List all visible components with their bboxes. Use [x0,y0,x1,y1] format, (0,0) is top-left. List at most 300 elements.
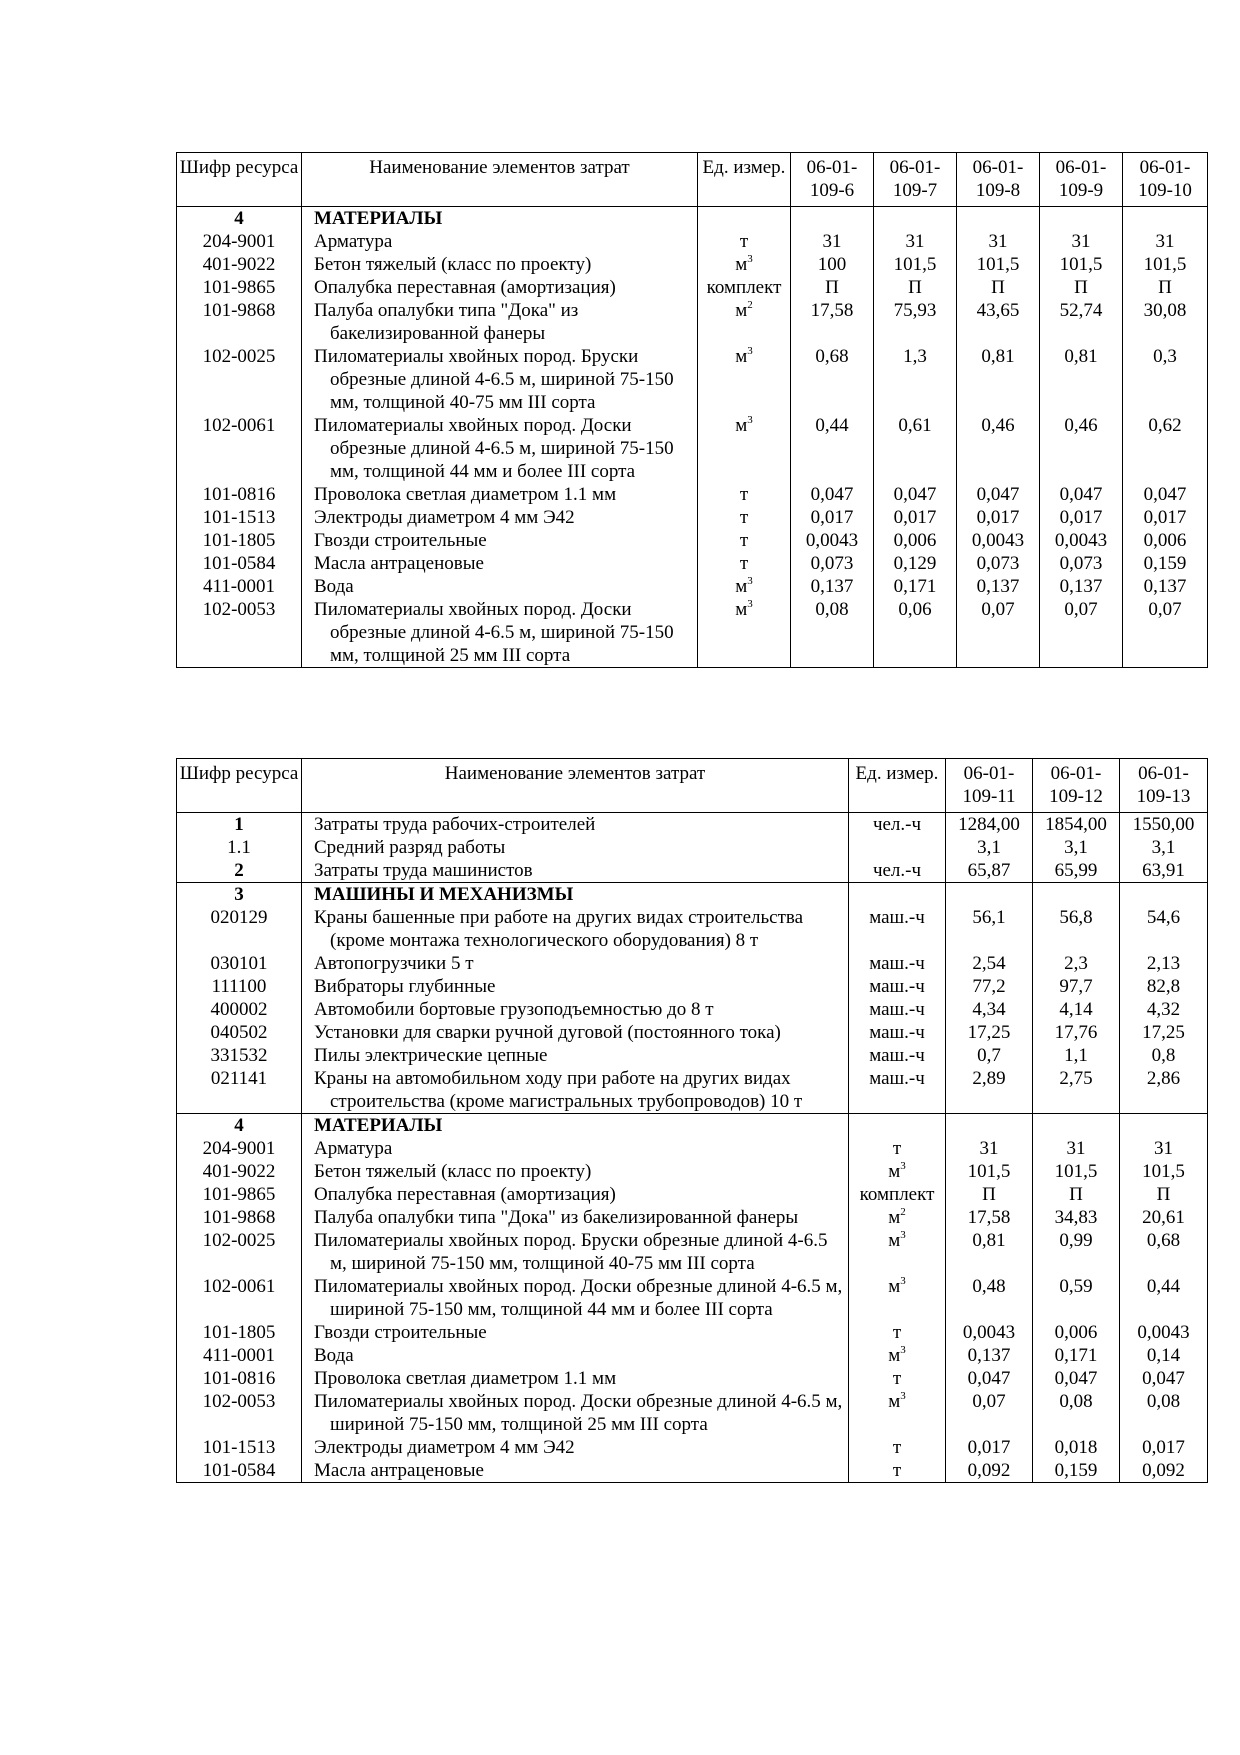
value-cell: 3,1 [946,836,1033,859]
unit-cell [849,1206,946,1229]
resource-name-cell [302,598,698,668]
resource-name-cell [302,1367,849,1390]
resource-code: 102-0053 [177,598,302,668]
value-cell: 0,047 [946,1367,1033,1390]
resource-name: Бетон тяжелый (класс по проекту) [314,1161,592,1182]
value-cell: 0,44 [1120,1275,1208,1321]
value-cell: 101,5 [957,253,1040,276]
table-row [177,975,1208,998]
resource-code: 331532 [177,1044,302,1067]
table-row [177,883,1208,907]
value-cell: 31 [1033,1137,1120,1160]
value-cell [1123,207,1208,231]
value-cell: 17,25 [1120,1021,1208,1044]
value-cell: 0,46 [1040,414,1123,483]
value-cell: 0,047 [1120,1367,1208,1390]
resource-name: Пиломатериалы хвойных пород. Доски обрезные длиной 4-6.5 м, шириной 75-150 мм, толщиной 44 мм и более III сорта [314,415,674,482]
value-cell [1040,207,1123,231]
unit-cell [849,883,946,907]
resource-code: 400002 [177,998,302,1021]
unit-cell [698,207,791,231]
resource-code: 411-0001 [177,575,302,598]
value-cell: 0,81 [1040,345,1123,414]
resource-code: 401-9022 [177,1160,302,1183]
unit-cell [849,1229,946,1275]
table-body [177,207,1208,668]
table-row [177,836,1208,859]
value-cell: 0,171 [874,575,957,598]
resource-code: 101-9865 [177,276,302,299]
value-cell: 17,25 [946,1021,1033,1044]
resource-name-cell [302,813,849,837]
unit: т [892,1322,902,1343]
header-unit: Ед. измер. [849,759,946,813]
table-row [177,1021,1208,1044]
unit-cell [849,836,946,859]
value-cell: П [874,276,957,299]
value-cell: 1,1 [1033,1044,1120,1067]
value-cell: 17,76 [1033,1021,1120,1044]
value-cell: 75,93 [874,299,957,345]
unit: м [888,1161,901,1182]
resource-name: Масла антраценовые [314,553,484,574]
resource-name: Опалубка переставная (амортизация) [314,277,616,298]
value-cell: 0,68 [1120,1229,1208,1275]
value-cell: 0,0043 [791,529,874,552]
header-col: 06-01-109-9 [1040,153,1123,207]
resource-name-cell [302,253,698,276]
resource-name: Краны на автомобильном ходу при работе на других видах строительства (кроме магистральных трубопроводов) 10 т [314,1068,803,1112]
value-cell: 56,1 [946,906,1033,952]
table-row [177,1206,1208,1229]
unit-cell [849,1114,946,1138]
resource-code: 040502 [177,1021,302,1044]
resource-name-cell [302,276,698,299]
resource-name-cell [302,1436,849,1459]
value-cell: 1550,00 [1120,813,1208,837]
header-col: 06-01-109-11 [946,759,1033,813]
header-code: Шифр ресурса [177,153,302,207]
resource-name: Средний разряд работы [314,837,506,858]
value-cell: 0,159 [1033,1459,1120,1483]
resource-name-cell [302,529,698,552]
value-cell: П [1120,1183,1208,1206]
resource-name-cell [302,883,849,907]
table-row [177,253,1208,276]
resource-name-cell [302,1183,849,1206]
unit-cell [698,276,791,299]
table-row [177,1390,1208,1436]
resource-name-cell [302,345,698,414]
resource-name: Пиломатериалы хвойных пород. Бруски обрезные длиной 4-6.5 м, шириной 75-150 мм, толщиной 40-75 мм III сорта [314,1230,828,1274]
resource-name-cell [302,1459,849,1483]
unit-cell [698,575,791,598]
unit: м [888,1345,901,1366]
unit: комплект [859,1184,935,1205]
value-cell: 0,006 [1123,529,1208,552]
unit-exponent: 3 [747,253,753,265]
resource-name-cell [302,1390,849,1436]
value-cell [1033,883,1120,907]
value-cell: 0,06 [874,598,957,668]
unit: маш.-ч [869,907,925,928]
value-cell [946,883,1033,907]
value-cell: 101,5 [1040,253,1123,276]
header-col: 06-01-109-8 [957,153,1040,207]
table-row [177,1367,1208,1390]
header-col: 06-01-109-10 [1123,153,1208,207]
value-cell: 34,83 [1033,1206,1120,1229]
resource-name-cell [302,1275,849,1321]
unit-cell [698,414,791,483]
resource-name: МАШИНЫ И МЕХАНИЗМЫ [314,884,574,905]
value-cell: 0,07 [946,1390,1033,1436]
resource-name-cell [302,1044,849,1067]
value-cell: 2,13 [1120,952,1208,975]
resource-name-cell [302,952,849,975]
unit-exponent: 2 [747,299,753,311]
unit-cell [849,952,946,975]
table-row [177,207,1208,231]
resource-table-2 [176,758,1208,1483]
unit-exponent: 2 [900,1206,906,1218]
resource-name: Пиломатериалы хвойных пород. Доски обрезные длиной 4-6.5 м, шириной 75-150 мм, толщиной 44 мм и более III сорта [314,1276,843,1320]
unit: т [892,1368,902,1389]
table-row [177,859,1208,883]
unit: т [739,553,749,574]
value-cell: 0,047 [1123,483,1208,506]
unit-exponent: 3 [900,1160,906,1172]
value-cell: 0,137 [957,575,1040,598]
resource-table-1 [176,152,1208,668]
unit-cell [849,1044,946,1067]
resource-name-cell [302,1229,849,1275]
value-cell: 101,5 [946,1160,1033,1183]
unit: маш.-ч [869,953,925,974]
resource-code: 4 [177,1114,302,1138]
resource-name-cell [302,552,698,575]
value-cell: П [1040,276,1123,299]
resource-code: 101-9868 [177,299,302,345]
unit-cell [849,975,946,998]
unit-cell [849,1321,946,1344]
table-row [177,414,1208,483]
unit: т [892,1437,902,1458]
resource-name-cell [302,1206,849,1229]
value-cell: 31 [957,230,1040,253]
value-cell [1120,1114,1208,1138]
value-cell: 0,017 [1040,506,1123,529]
resource-code: 101-9865 [177,1183,302,1206]
header-code: Шифр ресурса [177,759,302,813]
resource-name: Автопогрузчики 5 т [314,953,474,974]
value-cell: 101,5 [1120,1160,1208,1183]
resource-code: 020129 [177,906,302,952]
resource-code: 102-0053 [177,1390,302,1436]
resource-code: 102-0025 [177,345,302,414]
value-cell: 0,018 [1033,1436,1120,1459]
value-cell: 0,68 [791,345,874,414]
resource-code: 101-1805 [177,1321,302,1344]
value-cell: 100 [791,253,874,276]
unit: м [888,1207,901,1228]
value-cell: П [1123,276,1208,299]
value-cell: 3,1 [1120,836,1208,859]
table-row [177,230,1208,253]
table-row [177,1160,1208,1183]
value-cell [791,207,874,231]
value-cell: 0,81 [946,1229,1033,1275]
unit-cell [849,1160,946,1183]
unit-exponent: 3 [900,1229,906,1241]
value-cell: 0,08 [791,598,874,668]
resource-name: МАТЕРИАЛЫ [314,208,443,229]
unit: м [888,1230,901,1251]
unit: т [892,1138,902,1159]
value-cell: 0,073 [957,552,1040,575]
unit-cell [698,529,791,552]
unit: м [735,415,748,436]
resource-name: Масла антраценовые [314,1460,484,1481]
unit: м [888,1391,901,1412]
table-row [177,345,1208,414]
unit: т [739,231,749,252]
unit: маш.-ч [869,976,925,997]
resource-name: Проволока светлая диаметром 1.1 мм [314,1368,617,1389]
unit-cell [698,230,791,253]
unit-cell [849,1367,946,1390]
unit-cell [698,345,791,414]
value-cell [1120,883,1208,907]
resource-name-cell [302,1021,849,1044]
unit-cell [698,253,791,276]
value-cell: 0,171 [1033,1344,1120,1367]
value-cell: 17,58 [946,1206,1033,1229]
resource-name: Вибраторы глубинные [314,976,496,997]
resource-name: Пиломатериалы хвойных пород. Бруски обрезные длиной 4-6.5 м, шириной 75-150 мм, толщиной 40-75 мм III сорта [314,346,674,413]
unit-exponent: 3 [900,1390,906,1402]
table-row [177,1321,1208,1344]
resource-code: 2 [177,859,302,883]
value-cell: 0,092 [946,1459,1033,1483]
unit: т [739,530,749,551]
unit: маш.-ч [869,1045,925,1066]
unit-exponent: 3 [900,1275,906,1287]
resource-name-cell [302,575,698,598]
value-cell [957,207,1040,231]
resource-code: 1 [177,813,302,837]
resource-name: Пилы электрические цепные [314,1045,548,1066]
value-cell: 0,0043 [1120,1321,1208,1344]
resource-name-cell [302,299,698,345]
value-cell: 0,99 [1033,1229,1120,1275]
value-cell: 2,54 [946,952,1033,975]
value-cell [874,207,957,231]
unit: м [735,254,748,275]
unit-cell [698,552,791,575]
unit: маш.-ч [869,1022,925,1043]
value-cell: П [791,276,874,299]
header-col: 06-01-109-6 [791,153,874,207]
resource-name: Вода [314,1345,354,1366]
unit-cell [849,859,946,883]
value-cell: 0,137 [1123,575,1208,598]
resource-code: 101-1805 [177,529,302,552]
value-cell: 0,137 [1040,575,1123,598]
value-cell: П [1033,1183,1120,1206]
value-cell: 0,0043 [957,529,1040,552]
resource-code: 401-9022 [177,253,302,276]
resource-name-cell [302,836,849,859]
table-row [177,952,1208,975]
value-cell: 0,017 [1120,1436,1208,1459]
value-cell: 0,092 [1120,1459,1208,1483]
value-cell: 0,129 [874,552,957,575]
value-cell: 30,08 [1123,299,1208,345]
table-row [177,1229,1208,1275]
unit: чел.-ч [872,860,922,881]
resource-code: 4 [177,207,302,231]
resource-code: 102-0025 [177,1229,302,1275]
table-header-row [177,759,1208,813]
unit: м [888,1276,901,1297]
value-cell: 0,047 [874,483,957,506]
value-cell: 43,65 [957,299,1040,345]
resource-name: Палуба опалубки типа "Дока" из бакелизированной фанеры [314,1207,799,1228]
resource-name-cell [302,1137,849,1160]
unit-cell [849,1137,946,1160]
table-row [177,506,1208,529]
value-cell: 65,87 [946,859,1033,883]
value-cell: 0,8 [1120,1044,1208,1067]
value-cell: 0,07 [1123,598,1208,668]
resource-code: 101-1513 [177,1436,302,1459]
resource-name: Затраты труда рабочих-строителей [314,814,596,835]
value-cell: 0,3 [1123,345,1208,414]
unit-cell [849,813,946,837]
resource-name: Краны башенные при работе на других видах строительства (кроме монтажа технологического оборудования) 8 т [314,907,804,951]
value-cell: 31 [1120,1137,1208,1160]
resource-name-cell [302,998,849,1021]
table-header-row [177,153,1208,207]
unit-cell [849,1183,946,1206]
value-cell: 1284,00 [946,813,1033,837]
unit-cell [698,483,791,506]
resource-name: Бетон тяжелый (класс по проекту) [314,254,592,275]
unit: м [735,346,748,367]
resource-code: 1.1 [177,836,302,859]
unit-cell [849,1390,946,1436]
resource-name-cell [302,975,849,998]
unit: чел.-ч [872,814,922,835]
value-cell: 0,08 [1120,1390,1208,1436]
value-cell: 0,59 [1033,1275,1120,1321]
value-cell: 0,44 [791,414,874,483]
resource-code: 021141 [177,1067,302,1114]
unit-exponent: 3 [747,414,753,426]
value-cell: 0,047 [1033,1367,1120,1390]
value-cell: 4,32 [1120,998,1208,1021]
value-cell: 63,91 [1120,859,1208,883]
unit-cell [849,1459,946,1483]
resource-name-cell [302,483,698,506]
resource-name: Электроды диаметром 4 мм Э42 [314,1437,575,1458]
table-row [177,299,1208,345]
unit: м [735,300,748,321]
header-name: Наименование элементов затрат [302,153,698,207]
unit-exponent: 3 [747,575,753,587]
value-cell: 0,14 [1120,1344,1208,1367]
resource-name-cell [302,1114,849,1138]
table-row [177,575,1208,598]
value-cell: 0,07 [957,598,1040,668]
value-cell: 17,58 [791,299,874,345]
header-col: 06-01-109-7 [874,153,957,207]
value-cell: 0,047 [1040,483,1123,506]
unit-cell [698,598,791,668]
value-cell: 31 [874,230,957,253]
table-row [177,1114,1208,1138]
unit-cell [698,299,791,345]
value-cell: 0,08 [1033,1390,1120,1436]
value-cell: 0,137 [946,1344,1033,1367]
resource-name-cell [302,207,698,231]
value-cell: 0,006 [1033,1321,1120,1344]
value-cell: 0,07 [1040,598,1123,668]
value-cell: 54,6 [1120,906,1208,952]
resource-name-cell [302,859,849,883]
header-name: Наименование элементов затрат [302,759,849,813]
unit: т [739,484,749,505]
resource-code: 101-0584 [177,552,302,575]
resource-code: 102-0061 [177,1275,302,1321]
table-row [177,1275,1208,1321]
resource-name: Пиломатериалы хвойных пород. Доски обрезные длиной 4-6.5 м, шириной 75-150 мм, толщиной 25 мм III сорта [314,599,674,666]
value-cell: 31 [791,230,874,253]
unit-cell [849,906,946,952]
value-cell: 31 [1040,230,1123,253]
value-cell: 101,5 [1033,1160,1120,1183]
unit: маш.-ч [869,1068,925,1089]
table-row [177,1459,1208,1483]
unit: маш.-ч [869,999,925,1020]
table-row [177,1044,1208,1067]
value-cell: 0,017 [946,1436,1033,1459]
value-cell: 2,89 [946,1067,1033,1114]
table-row [177,529,1208,552]
resource-code: 204-9001 [177,230,302,253]
unit-cell [849,1021,946,1044]
unit-exponent: 3 [747,345,753,357]
resource-code: 101-9868 [177,1206,302,1229]
table-row [177,598,1208,668]
unit: комплект [706,277,782,298]
value-cell: 82,8 [1120,975,1208,998]
unit-cell [849,1344,946,1367]
value-cell: 0,073 [1040,552,1123,575]
table-row [177,1183,1208,1206]
value-cell: 0,46 [957,414,1040,483]
value-cell: 0,62 [1123,414,1208,483]
value-cell: 52,74 [1040,299,1123,345]
value-cell: 4,14 [1033,998,1120,1021]
resource-name-cell [302,1344,849,1367]
resource-name-cell [302,1160,849,1183]
resource-code: 030101 [177,952,302,975]
table-row [177,483,1208,506]
unit-cell [698,506,791,529]
value-cell: 77,2 [946,975,1033,998]
